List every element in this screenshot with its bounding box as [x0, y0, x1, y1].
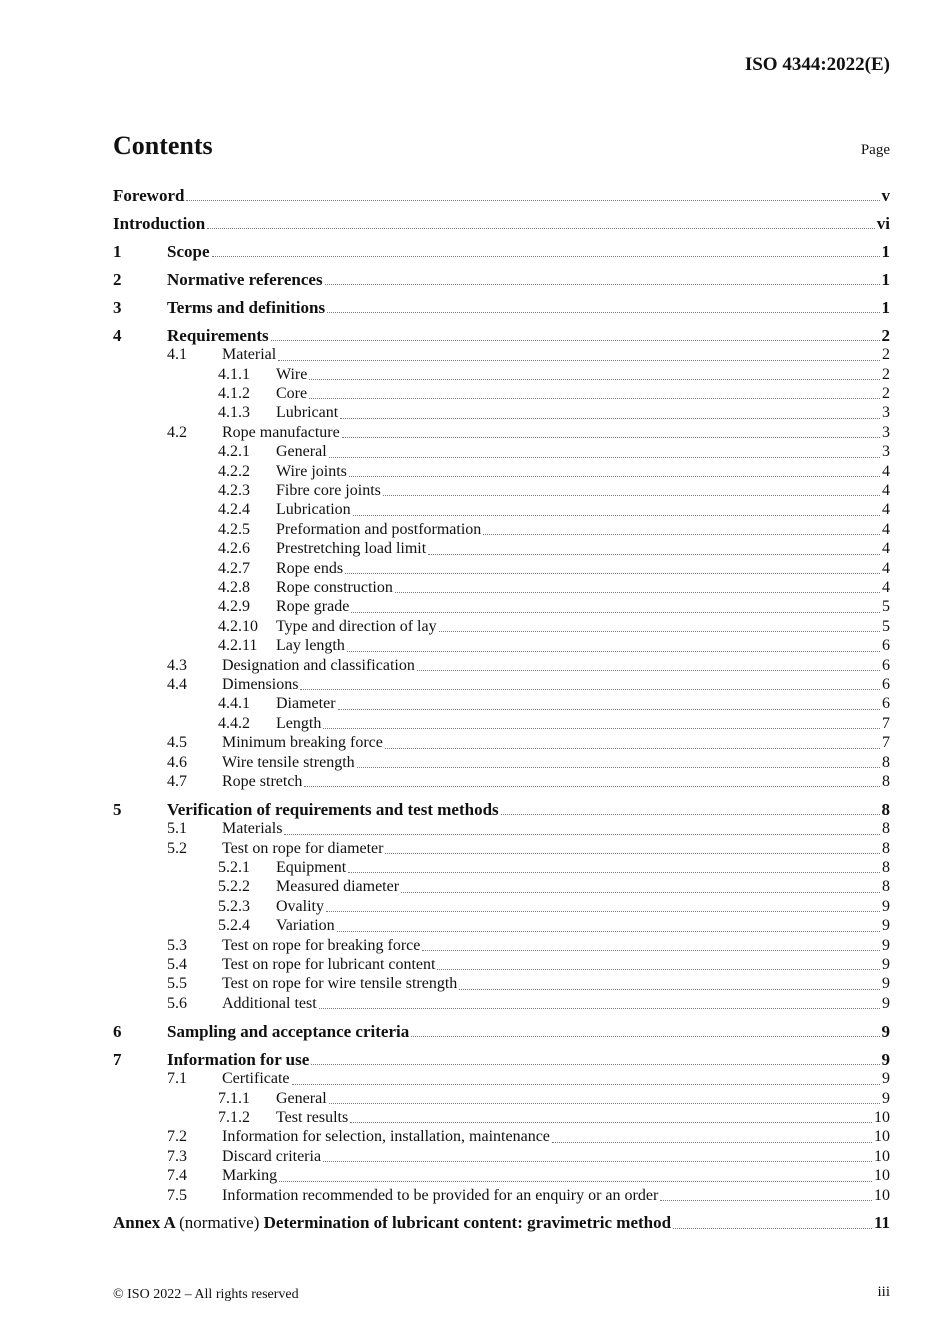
toc-entry[interactable] — [113, 753, 890, 772]
toc-entry[interactable] — [113, 186, 890, 205]
toc-entry-number: 4.2.7 — [218, 559, 250, 577]
toc-entry-title: Lubricant — [276, 404, 339, 422]
toc-entry[interactable] — [113, 1089, 890, 1108]
toc-entry-number: 5.2 — [167, 839, 187, 857]
dot-leader — [345, 573, 880, 574]
toc-entry-number: 3 — [113, 297, 122, 317]
dot-leader — [483, 534, 880, 535]
toc-entry[interactable] — [113, 462, 890, 481]
toc-entry-number: 6 — [113, 1021, 122, 1041]
dot-leader — [300, 689, 880, 690]
dot-leader — [422, 950, 880, 951]
dot-leader — [395, 592, 880, 593]
dot-leader — [349, 476, 880, 477]
dot-leader — [673, 1228, 872, 1229]
toc-entry-number: 4.4 — [167, 675, 187, 693]
dot-leader — [329, 457, 880, 458]
toc-entry[interactable] — [113, 214, 890, 233]
dot-leader — [311, 1064, 879, 1065]
toc-entry-page: 4 — [882, 501, 890, 519]
toc-entry-page: 2 — [882, 385, 890, 403]
toc-entry-title: Minimum breaking force — [222, 734, 383, 752]
toc-entry-page: 4 — [882, 559, 890, 577]
toc-entry[interactable] — [113, 897, 890, 916]
dot-leader — [278, 360, 880, 361]
toc-entry-page: vi — [876, 213, 890, 233]
toc-entry-page: 9 — [882, 975, 890, 993]
toc-entry[interactable] — [113, 675, 890, 694]
toc-entry[interactable] — [113, 520, 890, 539]
toc-entry-page: 1 — [881, 269, 890, 289]
toc-entry-number: 5 — [113, 799, 122, 819]
toc-entry[interactable] — [113, 819, 890, 838]
toc-entry-page: 6 — [882, 675, 890, 693]
toc-entry-title: Test on rope for breaking force — [222, 936, 421, 954]
toc-entry-title: Sampling and acceptance criteria — [167, 1021, 410, 1041]
toc-entry-number: 4.2.9 — [218, 598, 250, 616]
toc-entry-title: Foreword — [113, 186, 185, 205]
toc-entry-number: 4.2.8 — [218, 579, 250, 596]
toc-entry-page: 5 — [882, 617, 890, 635]
toc-entry-title: Test on rope for lubricant content — [222, 956, 436, 974]
toc-entry-number: 7.1 — [167, 1070, 187, 1088]
toc-entry-page: 2 — [882, 365, 890, 383]
toc-entry-number: 1 — [113, 241, 122, 261]
toc-entry-page: 9 — [882, 1089, 890, 1107]
dot-leader — [552, 1142, 872, 1143]
toc-entry[interactable] — [113, 994, 890, 1013]
toc-entry-number: 4.1.2 — [218, 385, 250, 403]
toc-entry[interactable] — [113, 617, 890, 636]
toc-entry-number: 4 — [113, 325, 122, 345]
toc-entry-title: Certificate — [222, 1070, 290, 1088]
toc-entry-page: 2 — [881, 325, 890, 345]
toc-entry-page: 6 — [882, 695, 890, 713]
toc-entry[interactable] — [113, 839, 890, 858]
toc-entry-title: Rope stretch — [222, 772, 303, 790]
dot-leader — [284, 834, 880, 835]
dot-leader — [347, 651, 880, 652]
toc-entry-title: Core — [276, 385, 308, 403]
toc-entry-number: 4.2.5 — [218, 520, 250, 538]
toc-entry-page: 4 — [882, 579, 890, 596]
dot-leader — [326, 911, 880, 912]
toc-entry-title: Wire — [276, 365, 308, 383]
toc-entry-number: 4.2.2 — [218, 462, 250, 480]
toc-entry-page: 8 — [882, 859, 890, 877]
toc-entry-number: 7.3 — [167, 1147, 187, 1165]
dot-leader — [337, 931, 880, 932]
dot-leader — [459, 989, 880, 990]
toc-entry-title: Requirements — [167, 325, 269, 345]
toc-entry[interactable] — [113, 1069, 890, 1088]
toc-entry-number: 5.1 — [167, 820, 187, 838]
toc-entry-number: 2 — [113, 269, 122, 289]
toc-entry-number: 5.5 — [167, 975, 187, 993]
toc-entry-page: v — [881, 186, 890, 205]
toc-entry-title: Terms and definitions — [167, 297, 326, 317]
toc-entry-number: 4.2.6 — [218, 540, 250, 558]
dot-leader — [325, 284, 880, 285]
toc-entry-number: 4.1 — [167, 346, 187, 364]
toc-entry-title: Dimensions — [222, 675, 299, 693]
toc-entry-page: 11 — [873, 1213, 890, 1233]
document-id: ISO 4344:2022(E) — [744, 54, 890, 75]
toc-entry-number: 5.4 — [167, 956, 187, 974]
toc-entry-title: Test on rope for diameter — [222, 839, 384, 857]
toc-entry-page: 8 — [882, 878, 890, 896]
page-title: Contents — [113, 131, 213, 160]
toc-entry[interactable] — [113, 1147, 890, 1166]
toc-entry[interactable] — [113, 442, 890, 461]
toc-entry-title: Discard criteria — [222, 1147, 322, 1165]
dot-leader — [327, 312, 879, 313]
dot-leader — [660, 1200, 872, 1201]
toc-entry[interactable] — [113, 578, 890, 597]
toc-entry-number: 4.2.11 — [218, 637, 258, 655]
toc-entry-title: General — [276, 1089, 327, 1107]
table-of-contents — [113, 186, 890, 1233]
toc-entry-number: 4.5 — [167, 734, 187, 752]
dot-leader — [439, 631, 880, 632]
toc-entry-page: 2 — [882, 346, 890, 364]
page-column-label: Page — [860, 142, 890, 158]
toc-entry-page: 5 — [882, 598, 890, 616]
toc-entry-page: 10 — [874, 1167, 890, 1185]
toc-entry-page: 4 — [882, 482, 890, 500]
dot-leader — [437, 969, 880, 970]
dot-leader — [411, 1036, 879, 1037]
toc-entry-page: 9 — [882, 956, 890, 974]
toc-entry-number: 7 — [113, 1049, 122, 1069]
toc-entry-page: 10 — [874, 1147, 890, 1165]
toc-entry[interactable] — [113, 345, 890, 364]
toc-entry-title: Rope ends — [276, 559, 344, 577]
toc-entry[interactable] — [113, 656, 890, 675]
toc-entry-page: 6 — [882, 656, 890, 674]
toc-entry-number: 4.2 — [167, 423, 187, 441]
toc-entry-page: 8 — [882, 772, 890, 790]
dot-leader — [353, 515, 880, 516]
toc-entry-page: 8 — [882, 753, 890, 771]
toc-entry[interactable] — [113, 1166, 890, 1185]
toc-entry-title: Rope grade — [276, 598, 350, 616]
toc-entry-number: 4.6 — [167, 753, 187, 771]
toc-entry-page: 3 — [882, 404, 890, 422]
dot-leader — [417, 670, 880, 671]
dot-leader — [271, 340, 880, 341]
toc-entry-page: 6 — [882, 637, 890, 655]
toc-entry-title: Additional test — [222, 994, 317, 1012]
toc-entry-title: Measured diameter — [276, 878, 400, 896]
dot-leader — [501, 814, 880, 815]
copyright-notice: © ISO 2022 – All rights reserved — [113, 1287, 299, 1302]
page-number: iii — [877, 1284, 890, 1300]
toc-entry-page: 10 — [874, 1186, 890, 1204]
dot-leader — [207, 228, 875, 229]
dot-leader — [319, 1008, 880, 1009]
toc-entry[interactable] — [113, 423, 890, 442]
toc-entry-title: Scope — [167, 241, 210, 261]
toc-entry-title: Wire joints — [276, 462, 347, 480]
toc-entry[interactable] — [113, 916, 890, 935]
toc-entry-title: Test on rope for wire tensile strength — [222, 975, 458, 993]
dot-leader — [351, 612, 880, 613]
toc-entry[interactable] — [113, 694, 890, 713]
toc-entry[interactable] — [113, 1127, 890, 1146]
toc-entry-number: 5.2.2 — [218, 878, 250, 896]
toc-entry[interactable] — [113, 539, 890, 558]
toc-entry-title: Lay length — [276, 637, 345, 655]
dot-leader — [342, 437, 880, 438]
dot-leader — [309, 379, 880, 380]
toc-entry[interactable] — [113, 298, 890, 317]
dot-leader — [279, 1181, 872, 1182]
toc-entry-page: 9 — [881, 1049, 890, 1069]
toc-entry-number: 4.4.1 — [218, 695, 250, 713]
toc-entry-title: Preformation and postformation — [276, 520, 482, 538]
toc-entry[interactable] — [113, 772, 890, 791]
toc-entry[interactable] — [113, 1108, 890, 1127]
toc-entry[interactable] — [113, 714, 890, 733]
toc-entry-page: 9 — [882, 897, 890, 915]
toc-entry-page: 3 — [882, 443, 890, 461]
toc-entry-title: Information for use — [167, 1049, 310, 1069]
toc-entry[interactable] — [113, 858, 890, 877]
toc-entry[interactable] — [113, 800, 890, 819]
toc-entry-title: Verification of requirements and test methods — [167, 799, 499, 819]
toc-entry[interactable] — [113, 636, 890, 655]
toc-entry-page: 8 — [882, 820, 890, 838]
toc-entry[interactable] — [113, 326, 890, 345]
toc-entry-title: Normative references — [167, 269, 323, 289]
toc-entry-title: Rope manufacture — [222, 423, 340, 441]
toc-entry[interactable] — [113, 384, 890, 403]
toc-entry-title: Marking — [222, 1167, 278, 1185]
dot-leader — [323, 728, 880, 729]
toc-entry-title: Diameter — [276, 695, 336, 713]
toc-entry-title: Information for selection, installation, maintenance — [222, 1128, 550, 1146]
toc-entry-title: Prestretching load limit — [276, 540, 427, 558]
toc-entry[interactable] — [113, 936, 890, 955]
toc-entry-number: 7.1.2 — [218, 1108, 250, 1126]
toc-entry-title: Annex A (normative) Determination of lubricant content: gravimetric method — [113, 1213, 672, 1233]
dot-leader — [304, 786, 880, 787]
toc-entry-title: Material — [222, 346, 277, 364]
toc-entry-page: 9 — [882, 936, 890, 954]
toc-entry[interactable] — [113, 1022, 890, 1041]
toc-entry-number: 7.2 — [167, 1128, 187, 1146]
toc-entry[interactable] — [113, 365, 890, 384]
toc-entry-title: Equipment — [276, 859, 347, 877]
toc-entry-title: Type and direction of lay — [276, 617, 437, 635]
toc-entry-title: Test results — [276, 1108, 349, 1126]
toc-entry-title: Designation and classification — [222, 656, 415, 674]
dot-leader — [292, 1084, 880, 1085]
toc-entry-title: Information recommended to be provided for an enquiry or an order — [222, 1186, 659, 1204]
dot-leader — [212, 256, 880, 257]
dot-leader — [385, 853, 880, 854]
toc-entry-page: 1 — [881, 297, 890, 317]
dot-leader — [323, 1161, 872, 1162]
toc-entry-title: Introduction — [113, 213, 206, 233]
toc-entry-number: 4.2.4 — [218, 501, 250, 519]
toc-entry[interactable] — [113, 559, 890, 578]
toc-entry-page: 7 — [882, 734, 890, 752]
toc-entry[interactable] — [113, 1186, 890, 1205]
toc-entry-number: 4.7 — [167, 772, 187, 790]
toc-entry-title: Fibre core joints — [276, 482, 381, 500]
toc-entry-number: 4.2.10 — [218, 617, 258, 635]
toc-entry[interactable] — [113, 500, 890, 519]
dot-leader — [348, 872, 880, 873]
toc-entry[interactable] — [113, 733, 890, 752]
toc-entry-title: Length — [276, 714, 322, 732]
dot-leader — [350, 1122, 872, 1123]
toc-entry-number: 7.5 — [167, 1186, 187, 1204]
dot-leader — [338, 709, 880, 710]
toc-entry[interactable] — [113, 1213, 890, 1232]
toc-entry[interactable] — [113, 270, 890, 289]
toc-entry-number: 5.2.4 — [218, 917, 250, 935]
annex-qualifier: (normative) — [179, 1213, 260, 1233]
toc-entry-number: 7.4 — [167, 1167, 187, 1185]
toc-entry[interactable] — [113, 481, 890, 500]
toc-entry-page: 4 — [882, 520, 890, 538]
toc-entry-title: Materials — [222, 820, 283, 838]
toc-entry[interactable] — [113, 955, 890, 974]
toc-entry-number: 5.3 — [167, 936, 187, 954]
dot-leader — [428, 554, 880, 555]
toc-entry-page: 4 — [882, 540, 890, 558]
toc-entry-number: 4.2.1 — [218, 443, 250, 461]
toc-entry-page: 8 — [881, 799, 890, 819]
toc-entry-page: 1 — [881, 241, 890, 261]
toc-entry-page: 4 — [882, 462, 890, 480]
dot-leader — [309, 398, 880, 399]
dot-leader — [385, 748, 880, 749]
toc-entry-page: 9 — [882, 1070, 890, 1088]
toc-entry-number: 4.2.3 — [218, 482, 250, 500]
toc-entry[interactable] — [113, 1050, 890, 1069]
toc-entry-page: 9 — [882, 917, 890, 935]
toc-entry-title: Wire tensile strength — [222, 753, 355, 771]
toc-entry-title: Ovality — [276, 897, 324, 915]
toc-entry-title: Rope construction — [276, 579, 393, 596]
toc-entry-page: 7 — [882, 714, 890, 732]
toc-entry-page: 9 — [882, 994, 890, 1012]
toc-entry-number: 4.4.2 — [218, 714, 250, 732]
toc-entry-number: 5.2.1 — [218, 859, 250, 877]
toc-entry-number: 5.2.3 — [218, 897, 250, 915]
toc-entry-page: 3 — [882, 423, 890, 441]
toc-entry-number: 5.6 — [167, 994, 187, 1012]
toc-entry[interactable] — [113, 403, 890, 422]
dot-leader — [186, 200, 879, 201]
toc-entry[interactable] — [113, 242, 890, 261]
toc-entry-page: 9 — [881, 1021, 890, 1041]
dot-leader — [401, 892, 880, 893]
toc-entry-number: 4.1.1 — [218, 365, 250, 383]
toc-entry-page: 8 — [882, 839, 890, 857]
toc-entry-number: 7.1.1 — [218, 1089, 250, 1107]
dot-leader — [340, 418, 880, 419]
toc-entry[interactable] — [113, 877, 890, 896]
toc-entry-page: 10 — [874, 1128, 890, 1146]
dot-leader — [357, 767, 880, 768]
toc-entry-title: Lubrication — [276, 501, 351, 519]
toc-entry-title: Variation — [276, 917, 335, 935]
toc-entry-page: 10 — [874, 1108, 890, 1126]
toc-entry-number: 4.1.3 — [218, 404, 250, 422]
toc-entry[interactable] — [113, 597, 890, 616]
toc-entry-title: General — [276, 443, 327, 461]
toc-entry[interactable] — [113, 974, 890, 993]
dot-leader — [383, 495, 880, 496]
toc-entry-number: 4.3 — [167, 656, 187, 674]
dot-leader — [329, 1103, 880, 1104]
